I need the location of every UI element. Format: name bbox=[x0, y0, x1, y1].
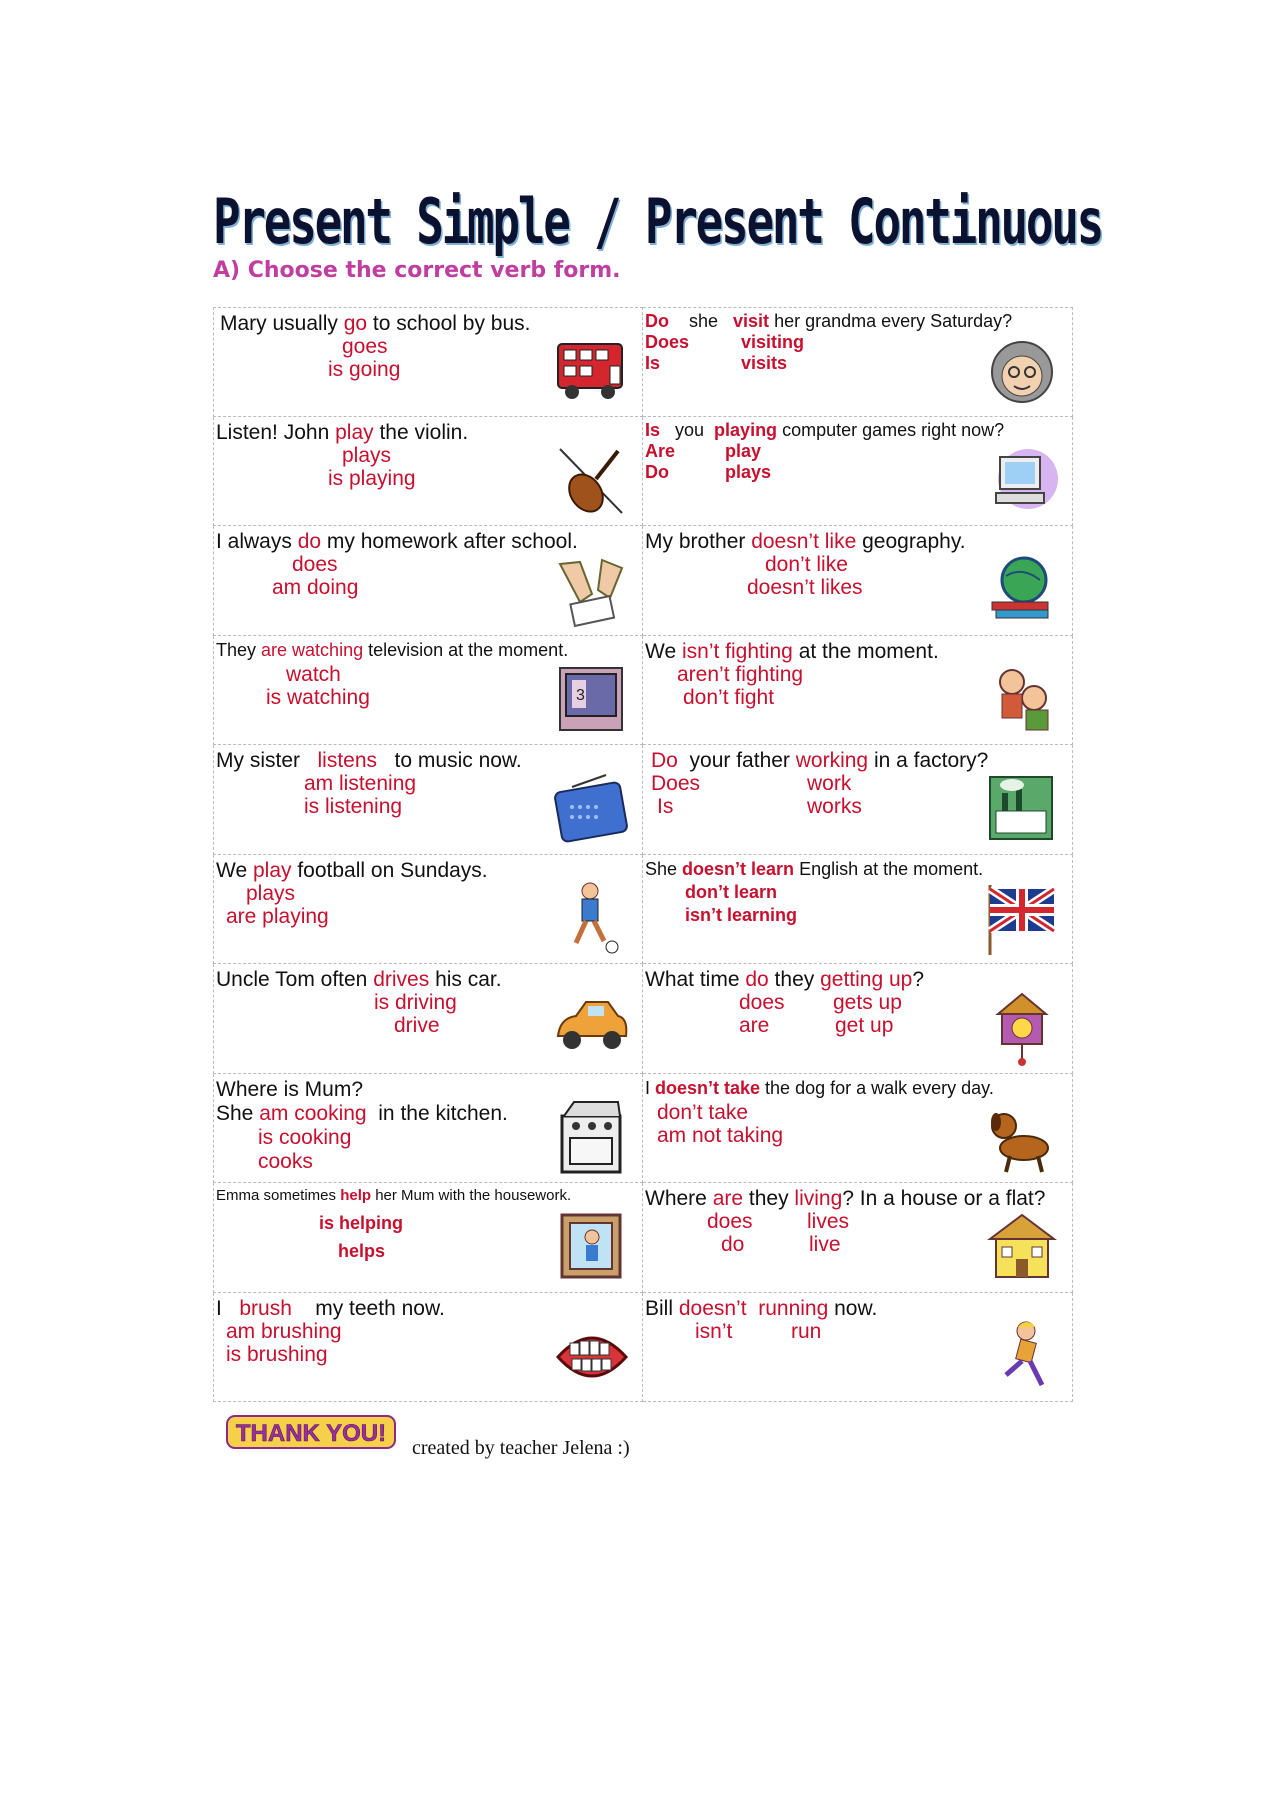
verb-option bbox=[226, 1343, 328, 1367]
verb-form: is driving bbox=[374, 991, 457, 1014]
verb-form: don’t take bbox=[657, 1100, 749, 1124]
exercise-grid bbox=[213, 307, 1073, 1402]
verb-option bbox=[807, 1210, 849, 1234]
verb-form: are playing bbox=[226, 904, 329, 928]
verb-form: working bbox=[795, 749, 869, 772]
sentence-text: Where is Mum? bbox=[216, 1077, 364, 1101]
exercise-1 bbox=[213, 307, 643, 417]
sentence-text: Bill bbox=[645, 1296, 679, 1320]
exercise-10 bbox=[643, 745, 1073, 855]
verb-form: Do bbox=[645, 311, 669, 331]
sentence-text: I bbox=[645, 1077, 656, 1098]
verb-form: doesn’t likes bbox=[747, 576, 863, 599]
sentence-text: the dog for a walk every day. bbox=[760, 1077, 994, 1098]
verb-option bbox=[216, 1102, 508, 1126]
verb-form: drives bbox=[373, 968, 430, 991]
sentence-text: We bbox=[216, 858, 253, 882]
verb-option bbox=[319, 1213, 403, 1234]
sentence-text: you bbox=[660, 419, 715, 440]
verb-form: go bbox=[343, 312, 368, 335]
verb-option bbox=[342, 335, 388, 359]
globe-books-icon bbox=[982, 550, 1060, 628]
sentence bbox=[216, 421, 468, 445]
verb-option bbox=[835, 1014, 893, 1038]
verb-option bbox=[685, 905, 797, 926]
verb-option bbox=[741, 353, 787, 374]
exercise-19 bbox=[213, 1293, 643, 1403]
verb-form: watch bbox=[286, 662, 341, 686]
sentence-text: Emma sometimes bbox=[216, 1187, 341, 1204]
sentence bbox=[645, 530, 966, 554]
verb-form: are bbox=[739, 1014, 770, 1037]
verb-form: live bbox=[809, 1233, 841, 1256]
verb-form: Does bbox=[651, 772, 701, 795]
sentence bbox=[216, 749, 522, 773]
verb-form: does bbox=[292, 553, 338, 576]
verb-option bbox=[677, 663, 803, 687]
sentence-text: My sister bbox=[216, 749, 318, 772]
verb-option bbox=[695, 1320, 732, 1344]
sentence bbox=[216, 1187, 571, 1205]
verb-form: am doing bbox=[272, 576, 359, 599]
verb-option bbox=[807, 772, 851, 796]
sentence-text: television at the moment. bbox=[363, 639, 569, 660]
verb-option bbox=[741, 332, 804, 353]
thank-you-logo bbox=[225, 1412, 400, 1452]
verb-form: works bbox=[807, 795, 862, 818]
verb-form: doesn’t bbox=[678, 1296, 747, 1320]
verb-form: Is bbox=[645, 353, 661, 373]
sentence-text: What time bbox=[645, 968, 746, 991]
sentence bbox=[645, 968, 924, 992]
sentence bbox=[645, 420, 1004, 441]
sentence-text: to school by bus. bbox=[367, 312, 531, 335]
verb-option bbox=[226, 905, 329, 929]
sentence-text: We bbox=[645, 639, 682, 663]
verb-form: is helping bbox=[319, 1213, 404, 1233]
verb-form: is brushing bbox=[226, 1342, 328, 1366]
sentence-text: her Mum with the housework. bbox=[371, 1187, 572, 1204]
car-icon bbox=[552, 988, 630, 1066]
verb-form: is cooking bbox=[258, 1125, 352, 1149]
verb-form: Does bbox=[645, 332, 690, 352]
sentence bbox=[645, 311, 1012, 332]
stove-icon bbox=[552, 1098, 630, 1176]
factory-icon bbox=[982, 769, 1060, 847]
sentence bbox=[216, 640, 568, 661]
verb-form: don’t like bbox=[765, 553, 848, 576]
exercise-5 bbox=[213, 526, 643, 636]
verb-option bbox=[258, 1150, 313, 1174]
verb-option bbox=[328, 358, 400, 382]
exercise-17 bbox=[213, 1183, 643, 1293]
writing-hand-icon bbox=[552, 550, 630, 628]
verb-option bbox=[657, 1101, 748, 1125]
verb-form: do bbox=[745, 968, 769, 991]
computer-icon bbox=[982, 441, 1060, 519]
verb-option bbox=[258, 1126, 351, 1150]
running-boy-icon bbox=[982, 1317, 1060, 1395]
verb-option bbox=[791, 1320, 821, 1344]
verb-form: am not taking bbox=[657, 1123, 784, 1147]
sentence-text: football on Sundays. bbox=[291, 858, 488, 882]
verb-form: plays bbox=[342, 443, 392, 467]
sentence bbox=[645, 859, 983, 880]
verb-option bbox=[645, 462, 669, 483]
verb-form: play bbox=[252, 858, 292, 882]
page-title: Present Simple / Present Continuous bbox=[213, 185, 1103, 258]
verb-form: isn’t learning bbox=[685, 904, 798, 925]
verb-option bbox=[739, 1014, 769, 1038]
verb-form: Do bbox=[651, 749, 678, 772]
sentence-text: they bbox=[743, 1187, 795, 1210]
verb-option bbox=[374, 991, 457, 1015]
sentence-text: English at the moment. bbox=[794, 858, 984, 879]
sentence-text: they bbox=[768, 968, 821, 991]
verb-form: run bbox=[791, 1319, 822, 1343]
exercise-8 bbox=[643, 636, 1073, 746]
sentence-text: She bbox=[645, 858, 683, 879]
sentence-text: She bbox=[216, 1101, 260, 1125]
verb-form: isn’t bbox=[695, 1319, 733, 1343]
verb-form: doesn’t like bbox=[751, 530, 857, 553]
exercise-13 bbox=[213, 964, 643, 1074]
sentence-text: geography. bbox=[856, 530, 966, 553]
verb-form: are bbox=[712, 1187, 744, 1210]
exercise-11 bbox=[213, 855, 643, 965]
verb-option bbox=[328, 467, 416, 491]
uk-flag-icon bbox=[982, 879, 1060, 957]
verb-option bbox=[645, 441, 675, 462]
exercise-20 bbox=[643, 1293, 1073, 1403]
sentence-text: in a factory? bbox=[868, 749, 989, 772]
verb-option bbox=[683, 686, 774, 710]
verb-option bbox=[721, 1233, 744, 1257]
verb-form: getting up bbox=[820, 968, 913, 991]
verb-form: visits bbox=[741, 353, 788, 373]
verb-form: running bbox=[758, 1296, 829, 1320]
sentence-text: she bbox=[669, 311, 734, 331]
verb-form: living bbox=[794, 1187, 843, 1210]
verb-form: get up bbox=[835, 1014, 894, 1037]
thank-you-text: THANK YOU! bbox=[235, 1420, 387, 1447]
verb-form: help bbox=[340, 1187, 372, 1204]
sentence-text: his car. bbox=[429, 968, 502, 991]
verb-option bbox=[725, 462, 771, 483]
verb-option bbox=[342, 444, 391, 468]
svg-text:3: 3 bbox=[576, 686, 585, 704]
verb-option bbox=[651, 772, 700, 796]
verb-form: Is bbox=[645, 419, 661, 440]
sentence bbox=[645, 640, 939, 664]
verb-form: doesn’t take bbox=[655, 1077, 761, 1098]
sentence bbox=[216, 859, 488, 883]
bus-icon bbox=[552, 332, 630, 410]
exercise-4 bbox=[643, 417, 1073, 527]
verb-form: are watching bbox=[261, 639, 364, 660]
exercise-18 bbox=[643, 1183, 1073, 1293]
instruction: A) Choose the correct verb form. bbox=[213, 258, 621, 283]
sentence-text: I bbox=[216, 1296, 240, 1320]
sentence-text: ? bbox=[912, 968, 925, 991]
verb-form: play bbox=[335, 420, 374, 444]
exercise-3 bbox=[213, 417, 643, 527]
verb-form: visit bbox=[733, 311, 770, 331]
sentence bbox=[645, 1297, 877, 1321]
verb-option bbox=[739, 991, 785, 1015]
sentence-text: My brother bbox=[645, 530, 752, 553]
verb-option bbox=[272, 576, 358, 600]
sentence-text: I always bbox=[216, 530, 298, 553]
verb-option bbox=[657, 1124, 783, 1148]
verb-option bbox=[645, 353, 660, 374]
verb-option bbox=[394, 1014, 440, 1038]
verb-form: cooks bbox=[258, 1149, 313, 1173]
verb-option bbox=[292, 553, 338, 577]
sentence-text: the violin. bbox=[373, 420, 469, 444]
verb-form: Are bbox=[645, 440, 676, 461]
sentence-text: They bbox=[216, 639, 262, 660]
sentence bbox=[216, 1297, 445, 1321]
verb-option bbox=[338, 1241, 385, 1262]
verb-form: Is bbox=[657, 795, 674, 818]
verb-form: listens bbox=[317, 749, 378, 772]
verb-option bbox=[807, 795, 862, 819]
verb-form: isn’t fighting bbox=[681, 639, 793, 663]
sentence bbox=[651, 749, 988, 773]
sentence bbox=[645, 1078, 994, 1099]
verb-form: aren’t fighting bbox=[677, 662, 804, 686]
verb-form: play bbox=[725, 440, 762, 461]
verb-form: is going bbox=[328, 358, 401, 381]
window-cleaning-icon bbox=[552, 1207, 630, 1285]
verb-option bbox=[266, 686, 370, 710]
sentence bbox=[216, 1078, 363, 1102]
verb-form: visiting bbox=[741, 332, 805, 352]
verb-option bbox=[645, 332, 689, 353]
verb-form: am cooking bbox=[259, 1101, 367, 1125]
sentence-text: computer games right now? bbox=[777, 419, 1005, 440]
exercise-7 bbox=[213, 636, 643, 746]
sentence-text: my homework after school. bbox=[321, 530, 578, 553]
sentence bbox=[216, 530, 578, 554]
exercise-9 bbox=[213, 745, 643, 855]
verb-form: don’t learn bbox=[685, 881, 778, 902]
verb-option bbox=[833, 991, 902, 1015]
verb-form: plays bbox=[246, 881, 296, 905]
verb-option bbox=[707, 1210, 753, 1234]
verb-option bbox=[685, 882, 777, 903]
sentence bbox=[220, 312, 531, 336]
exercise-16 bbox=[643, 1074, 1073, 1184]
verb-form: drive bbox=[394, 1014, 440, 1037]
verb-option bbox=[304, 795, 402, 819]
sentence-text: in the kitchen. bbox=[366, 1101, 508, 1125]
verb-form: Do bbox=[645, 461, 669, 482]
sentence-text: my teeth now. bbox=[291, 1296, 445, 1320]
verb-option bbox=[725, 441, 761, 462]
verb-form: does bbox=[739, 991, 785, 1014]
grandma-icon bbox=[982, 332, 1060, 410]
verb-form: does bbox=[707, 1210, 753, 1233]
sentence-text: now. bbox=[828, 1296, 878, 1320]
fighting-kids-icon bbox=[982, 660, 1060, 738]
teeth-icon bbox=[552, 1317, 630, 1395]
sentence-text: Where bbox=[645, 1187, 713, 1210]
sentence-text: her grandma every Saturday? bbox=[769, 311, 1013, 331]
sentence-text bbox=[747, 1297, 759, 1320]
sentence-text: at the moment. bbox=[792, 639, 939, 663]
verb-form: do bbox=[297, 530, 322, 553]
verb-option bbox=[286, 663, 341, 687]
credit: created by teacher Jelena :) bbox=[412, 1437, 630, 1459]
radio-icon bbox=[552, 769, 630, 847]
verb-form: don’t fight bbox=[683, 685, 775, 709]
verb-form: playing bbox=[714, 419, 778, 440]
house-icon bbox=[982, 1207, 1060, 1285]
dog-icon bbox=[982, 1098, 1060, 1176]
verb-form: do bbox=[721, 1233, 745, 1256]
exercise-14 bbox=[643, 964, 1073, 1074]
cuckoo-clock-icon bbox=[982, 988, 1060, 1066]
exercise-12 bbox=[643, 855, 1073, 965]
sentence-text: your father bbox=[677, 749, 796, 772]
sentence-text: to music now. bbox=[377, 749, 522, 772]
verb-form: am listening bbox=[304, 772, 417, 795]
exercise-15 bbox=[213, 1074, 643, 1184]
verb-option bbox=[747, 576, 863, 600]
verb-form: brush bbox=[239, 1296, 292, 1320]
verb-form: goes bbox=[342, 335, 388, 358]
verb-form: plays bbox=[725, 461, 772, 482]
sentence bbox=[216, 968, 502, 992]
verb-option bbox=[657, 795, 673, 819]
sentence-text: ? In a house or a flat? bbox=[842, 1187, 1046, 1210]
verb-form: gets up bbox=[833, 991, 902, 1014]
verb-option bbox=[226, 1320, 342, 1344]
verb-form: am brushing bbox=[226, 1319, 342, 1343]
sentence-text: Mary usually bbox=[220, 312, 344, 335]
verb-option bbox=[765, 553, 848, 577]
football-player-icon bbox=[552, 879, 630, 957]
verb-form: doesn’t learn bbox=[682, 858, 795, 879]
verb-option bbox=[304, 772, 416, 796]
verb-form: is playing bbox=[328, 466, 416, 490]
exercise-6 bbox=[643, 526, 1073, 636]
television-icon bbox=[552, 660, 630, 738]
exercise-2 bbox=[643, 307, 1073, 417]
verb-option bbox=[809, 1233, 841, 1257]
verb-form: is watching bbox=[266, 685, 370, 709]
violin-icon bbox=[552, 441, 630, 519]
verb-form: is listening bbox=[304, 795, 403, 818]
verb-option bbox=[246, 882, 295, 906]
sentence-text: Uncle Tom often bbox=[216, 968, 374, 991]
sentence-text: Listen! John bbox=[216, 420, 336, 444]
verb-form: lives bbox=[807, 1210, 850, 1233]
verb-form: work bbox=[807, 772, 852, 795]
verb-form: helps bbox=[338, 1241, 386, 1261]
